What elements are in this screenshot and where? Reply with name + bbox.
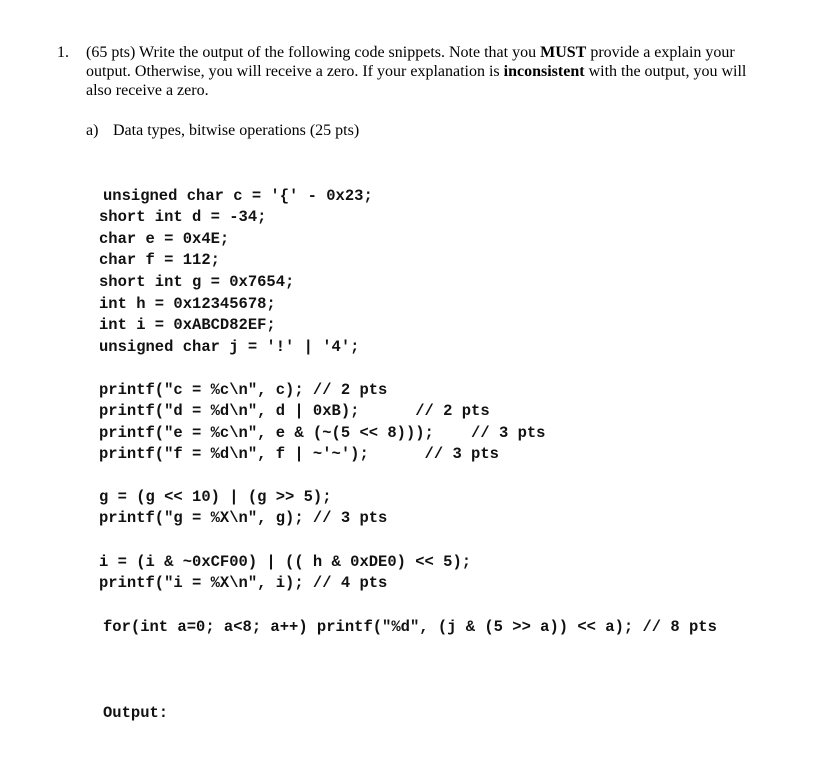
code-line: unsigned char j = '!' | '4'; bbox=[99, 337, 360, 356]
code-line: char f = 112; bbox=[99, 251, 220, 270]
output-label-text: Output: bbox=[103, 703, 169, 722]
code-line: short int g = 0x7654; bbox=[99, 272, 295, 291]
code-line: printf("d = %d\n", d | 0xB); // 2 pts bbox=[99, 402, 490, 421]
question-text bbox=[86, 43, 761, 100]
section-a-title: Data types, bitwise operations (25 pts) bbox=[113, 122, 360, 139]
question-text-part2: provide a explain your output. Otherwise, you will receive a zero. If your explanation is bbox=[86, 44, 735, 80]
code-line: printf("e = %c\n", e & (~(5 << 8))); // 3 pts bbox=[99, 423, 546, 442]
code-line: i = (i & ~0xCF00) | (( h & 0xDE0) << 5); bbox=[99, 552, 472, 571]
section-a-heading bbox=[86, 121, 359, 140]
code-line: for(int a=0; a<8; a++) printf("%d", (j & (5 >> a)) << a); // 8 pts bbox=[103, 617, 717, 636]
code-line: printf("i = %X\n", i); // 4 pts bbox=[99, 574, 388, 593]
code-for-loop bbox=[103, 595, 717, 660]
code-line: printf("f = %d\n", f | ~'~'); // 3 pts bbox=[99, 445, 499, 464]
code-declarations bbox=[99, 164, 373, 380]
section-a-label: a) bbox=[86, 122, 99, 139]
code-line: printf("g = %X\n", g); // 3 pts bbox=[99, 509, 388, 528]
question-text-part3: with the output, you will also receive a zero. bbox=[86, 63, 747, 99]
code-line: int i = 0xABCD82EF; bbox=[99, 316, 276, 335]
code-line: int h = 0x12345678; bbox=[99, 294, 276, 313]
code-line: unsigned char c = '{' - 0x23; bbox=[103, 186, 373, 205]
code-line: short int d = -34; bbox=[99, 208, 267, 227]
code-line: g = (g << 10) | (g >> 5); bbox=[99, 487, 332, 506]
question-number: 1. bbox=[57, 44, 69, 61]
code-line: printf("c = %c\n", c); // 2 pts bbox=[99, 380, 388, 399]
code-line: char e = 0x4E; bbox=[99, 229, 230, 248]
question-text-part1: (65 pts) Write the output of the following code snippets. Note that you bbox=[86, 44, 541, 61]
question-emphasis-must: MUST bbox=[540, 44, 587, 61]
question-emphasis-inconsistent: inconsistent bbox=[503, 63, 585, 80]
output-label bbox=[103, 681, 168, 746]
